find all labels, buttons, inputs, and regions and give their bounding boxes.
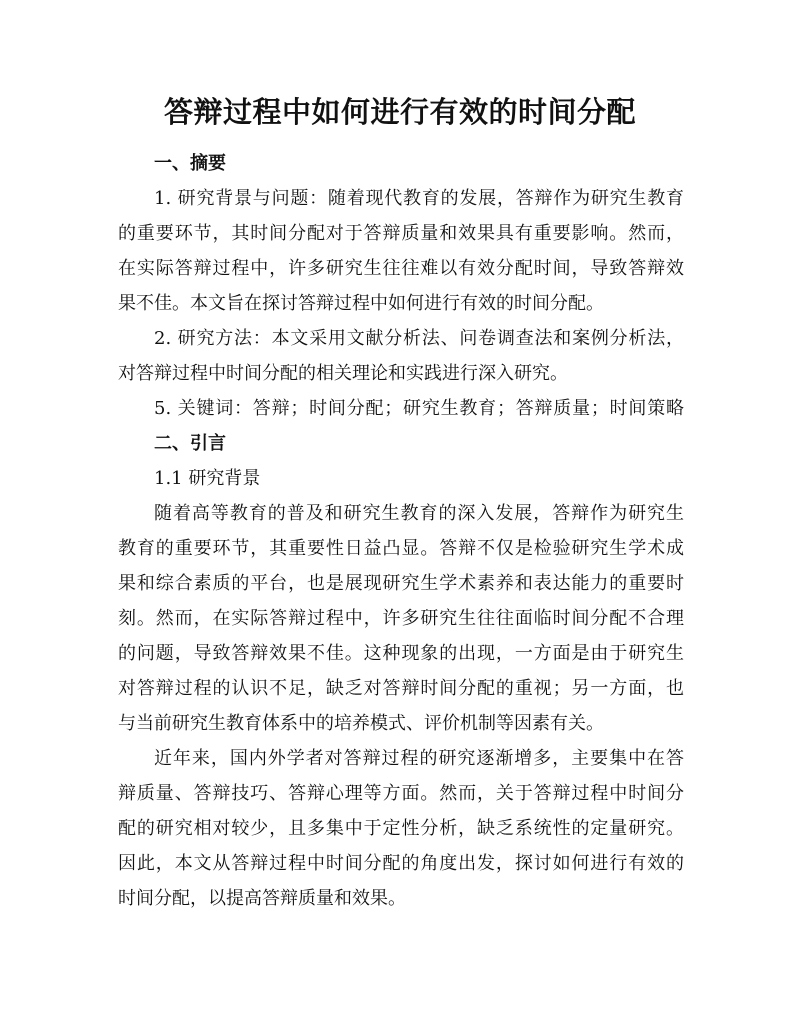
text-line: 对答辩过程中时间分配的相关理论和实践进行深入研究。 <box>118 363 568 384</box>
text-line: 刻。然而，在实际答辩过程中，许多研究生往往面临时间分配不合理 <box>118 608 684 629</box>
section-heading-introduction: 二、引言 <box>154 433 226 454</box>
text-line: 教育的重要环节，其重要性日益凸显。答辩不仅是检验研究生学术成 <box>118 538 684 559</box>
text-line: 在实际答辩过程中，许多研究生往往难以有效分配时间，导致答辩效 <box>118 258 684 279</box>
text-line: 对答辩过程的认识不足，缺乏对答辩时间分配的重视；另一方面，也 <box>118 678 684 699</box>
text-line: 5. 关键词：答辩；时间分配；研究生教育；答辩质量；时间策略 <box>154 398 684 419</box>
paragraph-intro-1 <box>118 496 684 741</box>
text-line: 配的研究相对较少，且多集中于定性分析，缺乏系统性的定量研究。 <box>118 818 684 839</box>
paragraph-keywords <box>118 391 684 426</box>
document-body <box>118 146 684 916</box>
text-line: 2. 研究方法：本文采用文献分析法、问卷调查法和案例分析法， <box>154 328 684 349</box>
text-line: 近年来，国内外学者对答辩过程的研究逐渐增多，主要集中在答 <box>154 748 684 769</box>
document-title: 答辩过程中如何进行有效的时间分配 <box>163 95 636 129</box>
text-line: 1. 研究背景与问题：随着现代教育的发展，答辩作为研究生教育 <box>154 188 684 209</box>
text-line: 时间分配，以提高答辩质量和效果。 <box>118 888 406 909</box>
text-line: 的重要环节，其时间分配对于答辩质量和效果具有重要影响。然而， <box>118 223 684 244</box>
text-line: 的问题，导致答辩效果不佳。这种现象的出现，一方面是由于研究生 <box>118 643 684 664</box>
text-line: 果和综合素质的平台，也是展现研究生学术素养和表达能力的重要时 <box>118 573 684 594</box>
text-line: 因此，本文从答辩过程中时间分配的角度出发，探讨如何进行有效的 <box>118 853 684 874</box>
paragraph-research-background <box>118 181 684 321</box>
text-line: 果不佳。本文旨在探讨答辩过程中如何进行有效的时间分配。 <box>118 293 604 314</box>
text-line: 辩质量、答辩技巧、答辩心理等方面。然而，关于答辩过程中时间分 <box>118 783 684 804</box>
paragraph-research-method <box>118 321 684 391</box>
paragraph-intro-2 <box>118 741 684 916</box>
subsection-heading-background: 1.1 研究背景 <box>154 468 261 489</box>
text-line: 随着高等教育的普及和研究生教育的深入发展，答辩作为研究生 <box>154 503 684 524</box>
section-heading-abstract: 一、摘要 <box>154 153 226 174</box>
text-line: 与当前研究生教育体系中的培养模式、评价机制等因素有关。 <box>118 713 604 734</box>
